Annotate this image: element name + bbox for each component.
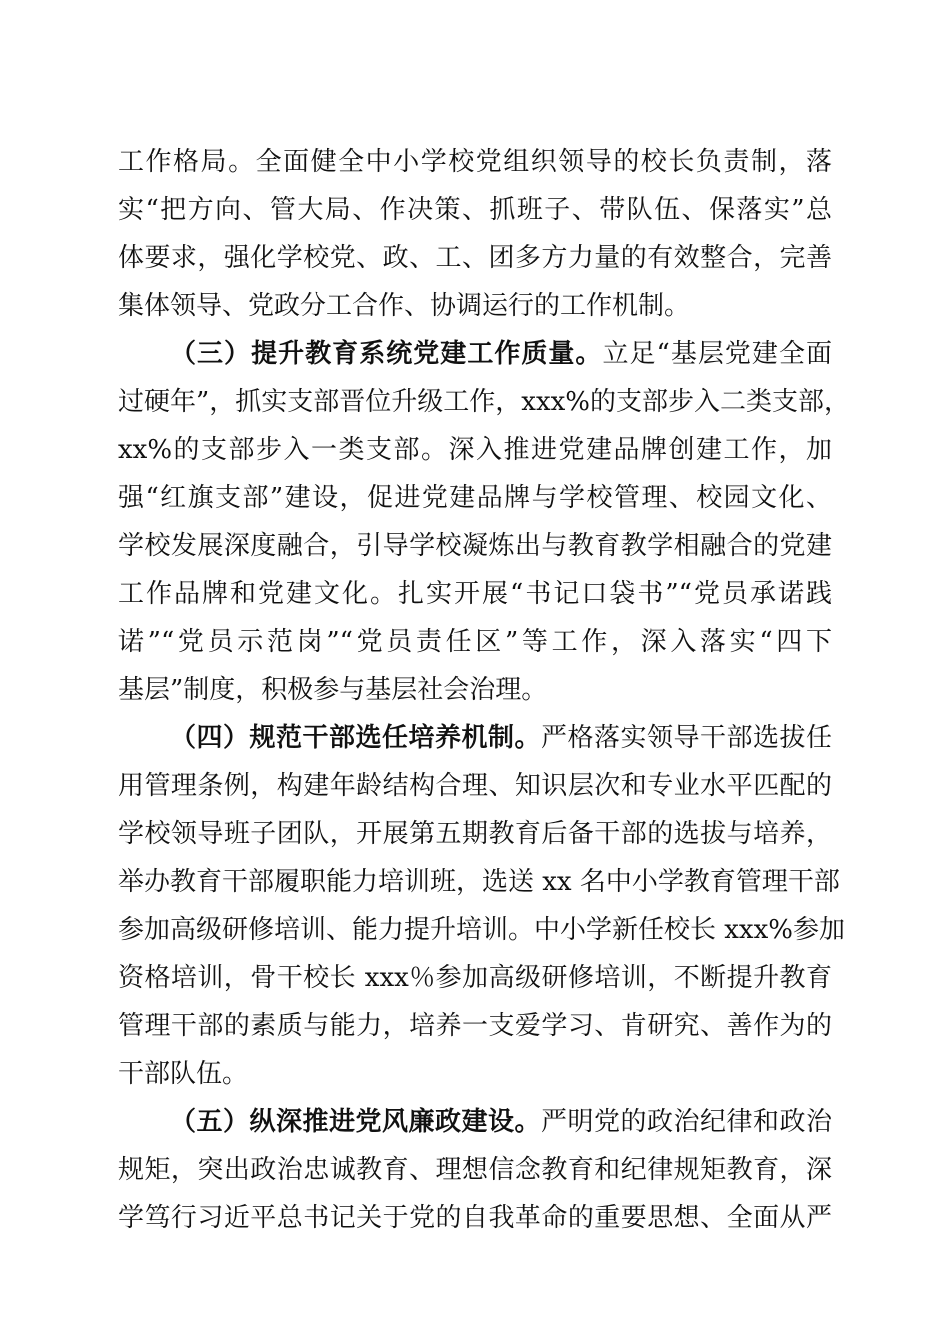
text-line: 实“把方向、管大局、作决策、抓班子、带队伍、保落实”总: [118, 195, 832, 225]
text-line: 举办教育干部履职能力培训班，选送 xx 名中小学教育管理干部: [118, 867, 840, 897]
text-line: 学笃行习近平总书记关于党的自我革命的重要思想、全面从严: [118, 1203, 832, 1233]
text-line: 学校发展深度融合，引导学校凝炼出与教育教学相融合的党建: [118, 531, 832, 561]
text-line: 工作品牌和党建文化。扎实开展“书记口袋书”“党员承诺践: [118, 579, 832, 609]
text-span: 严明党的政治纪律和政治: [540, 1107, 832, 1137]
text-line: 参加高级研修培训、能力提升培训。中小学新任校长 xxx%参加: [118, 915, 845, 945]
text-line: 诺”“党员示范岗”“党员责任区”等工作，深入落实“四下: [118, 627, 832, 657]
text-line: 基层”制度，积极参与基层社会治理。: [118, 675, 548, 705]
text-line: 资格培训，骨干校长 xxx％参加高级研修培训，不断提升教育: [118, 963, 832, 993]
text-span: 严格落实领导干部选拔任: [540, 723, 832, 753]
section-heading: （五）纵深推进党风廉政建设。: [170, 1107, 541, 1137]
section-three-line: [170, 334, 832, 374]
text-line: 管理干部的素质与能力，培养一支爱学习、肯研究、善作为的: [118, 1011, 832, 1041]
section-five-line: [170, 1102, 832, 1142]
text-line: 规矩，突出政治忠诚教育、理想信念教育和纪律规矩教育，深: [118, 1155, 832, 1185]
section-heading: （三）提升教育系统党建工作质量。: [170, 339, 603, 369]
text-line: 工作格局。全面健全中小学校党组织领导的校长负责制，落: [118, 147, 832, 177]
text-line: 干部队伍。: [118, 1059, 249, 1089]
section-four-line: [170, 718, 832, 758]
text-span: 立足“基层党建全面: [602, 339, 832, 369]
section-heading: （四）规范干部选任培养机制。: [170, 723, 541, 753]
text-line: 学校领导班子团队，开展第五期教育后备干部的选拔与培养，: [118, 819, 832, 849]
text-line: 过硬年”，抓实支部晋位升级工作，xxx%的支部步入二类支部，: [118, 387, 850, 417]
text-line: xx%的支部步入一类支部。深入推进党建品牌创建工作，加: [118, 435, 832, 465]
text-line: 集体领导、党政分工合作、协调运行的工作机制。: [118, 291, 691, 321]
text-line: 用管理条例，构建年龄结构合理、知识层次和专业水平匹配的: [118, 771, 832, 801]
text-line: 强“红旗支部”建设，促进党建品牌与学校管理、校园文化、: [118, 483, 832, 513]
text-line: 体要求，强化学校党、政、工、团多方力量的有效整合，完善: [118, 243, 832, 273]
